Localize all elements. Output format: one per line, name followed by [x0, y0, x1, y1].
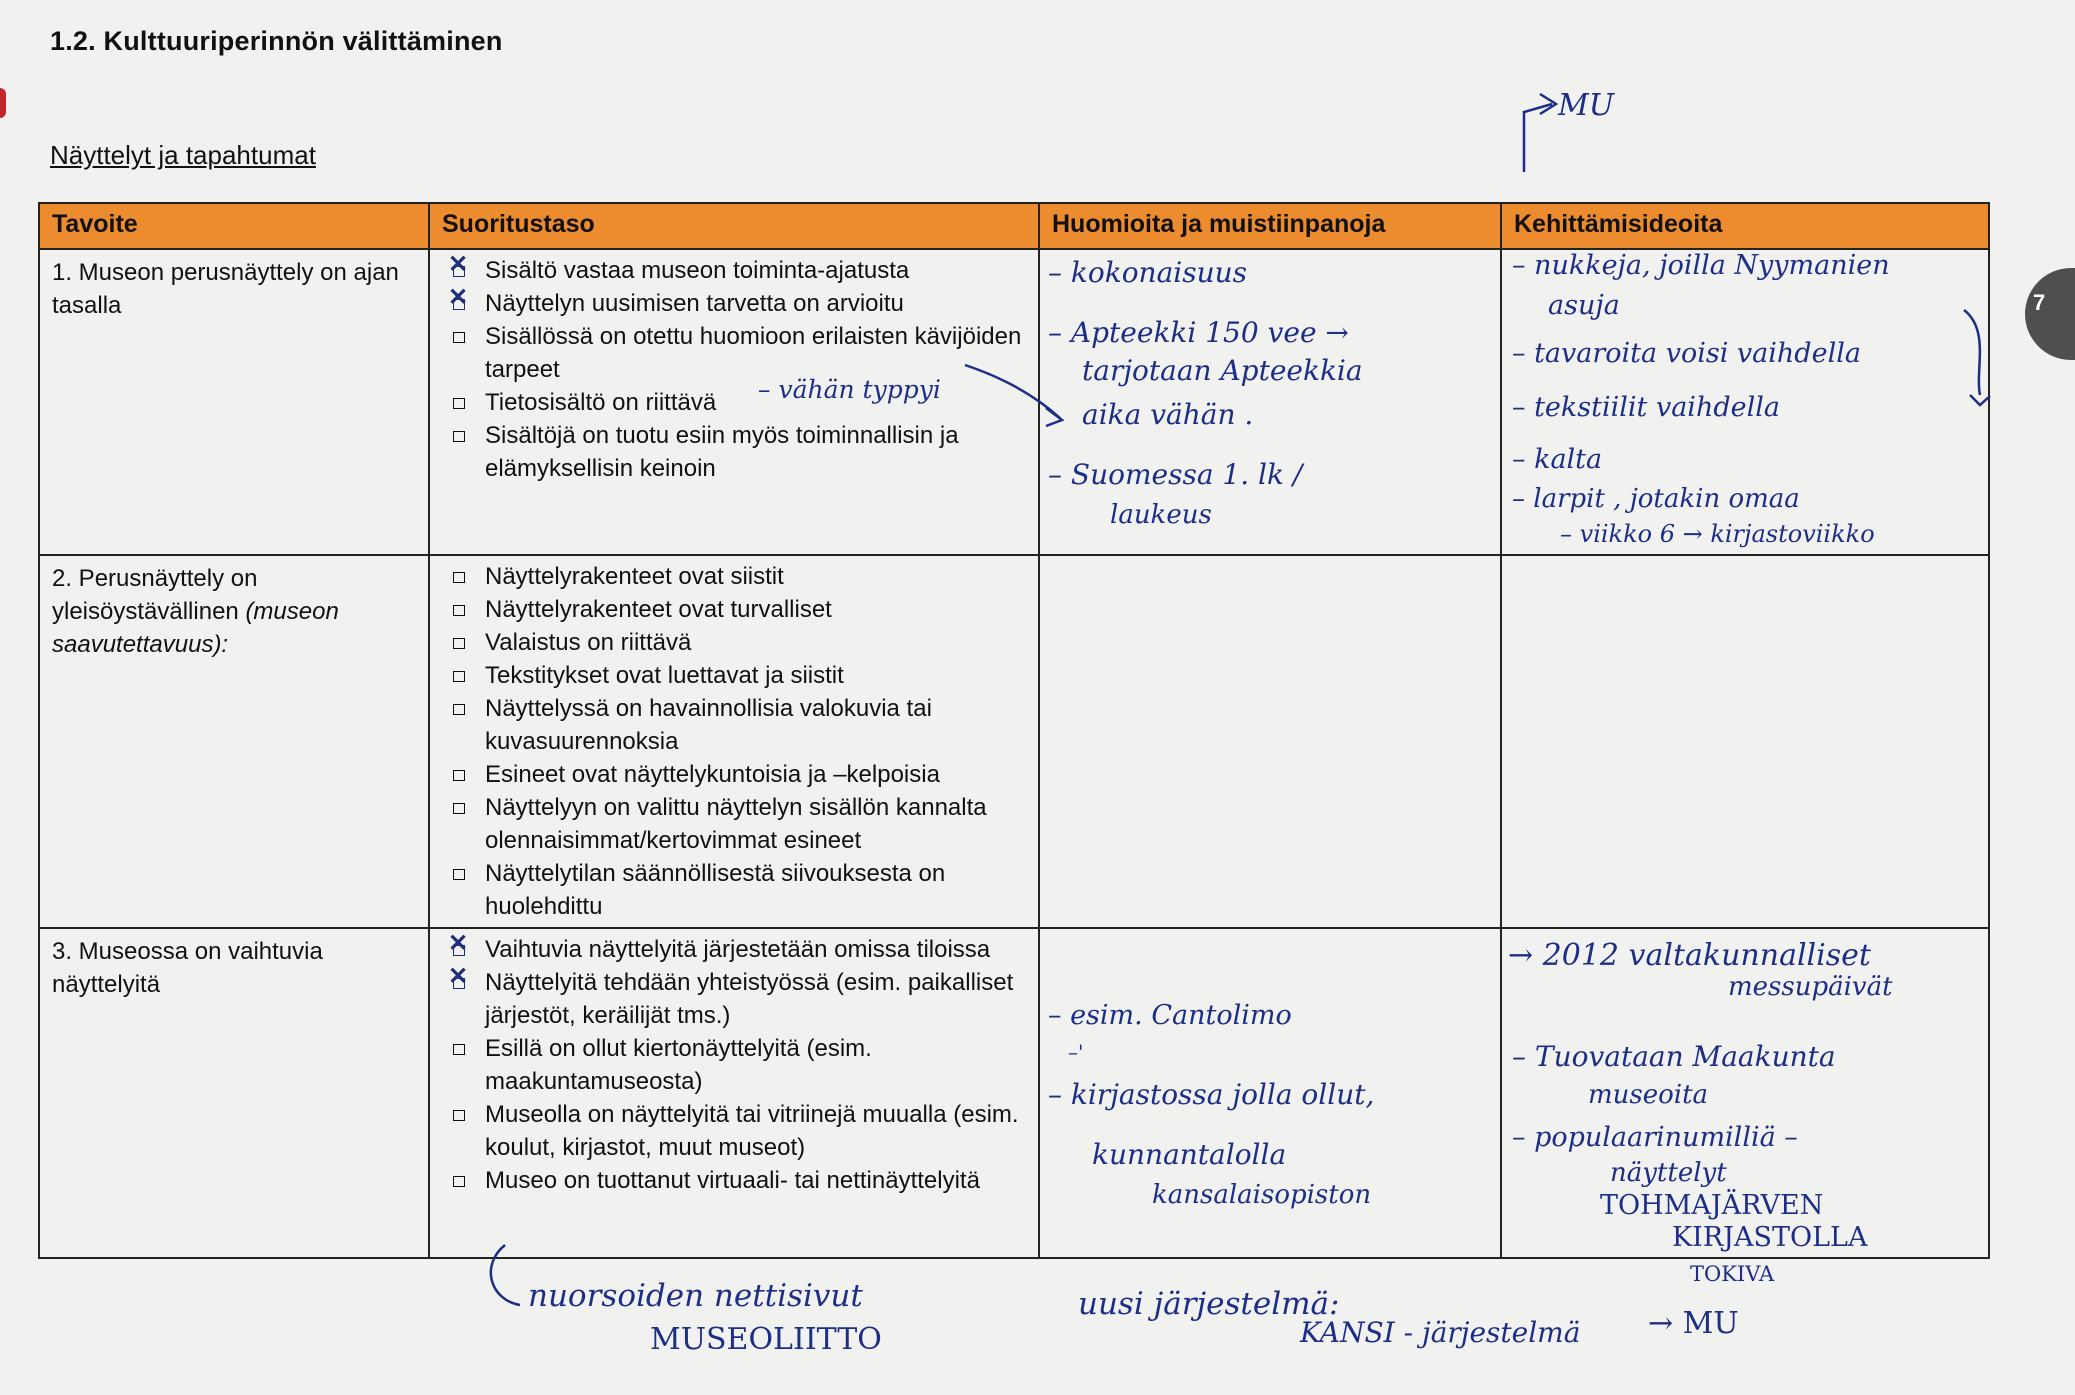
handwritten-ideas-row3-line9: TOKIVA [1690, 1262, 1775, 1286]
section-title: 1.2. Kulttuuriperinnön välittäminen [50, 26, 503, 56]
goal-note: (museon saavutettavuus): [52, 598, 339, 658]
goal-text: 2. Perusnäyttely on yleisöystävällinen [52, 565, 258, 625]
criterion-text: Näyttelyyn on valittu näyttelyn sisällön kannalta olennaisimmat/kertovimmat esineet [485, 794, 987, 854]
goal-text: 3. Museossa on vaihtuvia näyttelyitä [52, 938, 323, 998]
criterion-text: Tekstitykset ovat luettavat ja siistit [485, 662, 844, 689]
header-tavoite: Tavoite [39, 203, 429, 249]
criterion-text: Vaihtuvia näyttelyitä järjestetään omissa tiloissa [485, 936, 991, 963]
criterion-text: Näyttelyrakenteet ovat turvalliset [485, 596, 832, 623]
criterion-text: Näyttelyn uusimisen tarvetta on arvioitu [485, 290, 904, 317]
handwritten-bottom-line5: → MU [1648, 1306, 1739, 1341]
handwritten-notes-row3-line5: kansalaisopiston [1152, 1180, 1372, 1210]
handwritten-ideas-row3-line5: – populaarinumilliä – [1512, 1122, 1798, 1153]
criterion-text: Esillä on ollut kiertonäyttelyitä (esim. maakuntamuseosta) [485, 1035, 872, 1095]
handwritten-notes-row1-line4: aika vähän . [1082, 398, 1254, 431]
handwritten-ideas-row1-line1: – nukkeja, joilla Nyymanien [1512, 250, 1890, 281]
handwritten-notes-row1-line6: laukeus [1110, 500, 1212, 530]
criterion-text: Valaistus on riittävä [485, 629, 692, 656]
page-number: 7 [2033, 290, 2046, 315]
handwritten-ideas-row3-line3: – Tuovataan Maakunta [1512, 1040, 1836, 1073]
handwritten-notes-row3-line1: – esim. Cantolimo [1048, 1000, 1292, 1031]
header-huomioita: Huomioita ja muistiinpanoja [1039, 203, 1501, 249]
handwritten-bottom-line2: uusi järjestelmä: [1078, 1286, 1340, 1322]
criterion-text: Sisältö vastaa museon toiminta-ajatusta [485, 257, 910, 284]
header-suoritustaso: Suoritustaso [429, 203, 1039, 249]
handwritten-ideas-row3-line1: → 2012 valtakunnalliset [1508, 938, 1871, 973]
handwritten-bottom-line1: nuorsoiden nettisivut [528, 1278, 863, 1314]
handwritten-notes-row3-line3: – kirjastossa jolla ollut, [1048, 1078, 1375, 1111]
handwritten-ideas-row3-line6: näyttelyt [1610, 1158, 1727, 1188]
bottom-left-hook [491, 1245, 520, 1305]
handwritten-ideas-row1-line3: – tavaroita voisi vaihdella [1512, 338, 1861, 369]
subsection-title: Näyttelyt ja tapahtumat [50, 140, 316, 170]
top-right-arrow [1524, 94, 1556, 172]
criterion-text: Esineet ovat näyttelykuntoisia ja –kelpoisia [485, 761, 940, 788]
handwritten-notes-row1-line2: – Apteekki 150 vee → [1048, 316, 1349, 349]
handwritten-ideas-row1-line5: – kalta [1512, 444, 1603, 475]
handwritten-notes-row1-line1: – kokonaisuus [1048, 256, 1248, 289]
criterion-text: Näyttelyitä tehdään yhteistyössä (esim. paikalliset järjestöt, keräilijät tms.) [485, 969, 1014, 1029]
handwritten-ideas-row3-line8: KIRJASTOLLA [1672, 1222, 1868, 1253]
level-note-arrow [965, 365, 1062, 426]
handwritten-ideas-row1-line2: asuja [1548, 290, 1620, 321]
handwritten-notes-row1-line5: – Suomessa 1. lk / [1048, 458, 1303, 491]
criterion-text: Museo on tuottanut virtuaali- tai nettinäyttelyitä [485, 1167, 980, 1194]
handwritten-ideas-row3-line7: TOHMAJÄRVEN [1600, 1190, 1824, 1221]
handwritten-notes-row3-line4: kunnantalolla [1092, 1138, 1287, 1171]
criterion-text: Sisältöjä on tuotu esiin myös toiminnallisin ja elämyksellisin keinoin [485, 422, 959, 482]
handwritten-bottom-line4: KANSI - järjestelmä [1300, 1316, 1581, 1349]
header-kehittamisideoita: Kehittämisideoita [1501, 203, 1989, 249]
criterion-text: Näyttelyrakenteet ovat siistit [485, 563, 784, 590]
handwritten-bottom-line3: MUSEOLIITTO [650, 1322, 882, 1357]
handwritten-ideas-row1-line6: – larpit , jotakin omaa [1512, 484, 1800, 514]
handwritten-notes-row1-line3: tarjotaan Apteekkia [1082, 354, 1363, 387]
handwritten-ideas-row3-line4: museoita [1588, 1080, 1709, 1110]
handwritten-ideas-row3-line2: messupäivät [1728, 972, 1893, 1002]
criterion-text: Tietosisältö on riittävä [485, 389, 717, 416]
handwritten-notes-row3-line2: –' [1068, 1040, 1084, 1064]
criterion-text: Museolla on näyttelyitä tai vitriinejä muualla (esim. koulut, kirjastot, muut museot) [485, 1101, 1019, 1161]
goal-text: 1. Museon perusnäyttely on ajan tasalla [52, 259, 399, 319]
criterion-text: Näyttelytilan säännöllisestä siivouksesta on huolehdittu [485, 860, 946, 920]
handwritten-ideas-row1-line4: – tekstiilit vaihdella [1512, 392, 1780, 423]
criterion-text: Sisällössä on otettu huomioon erilaisten kävijöiden tarpeet [485, 323, 1022, 383]
handwritten-top-right: MU [1558, 88, 1615, 123]
handwritten-level-note: – vähän typpyi [758, 375, 941, 404]
criterion-text: Näyttelyssä on havainnollisia valokuvia tai kuvasuurennoksia [485, 695, 932, 755]
ideas-bracket-stroke [1964, 310, 1990, 405]
handwritten-ideas-row1-line7: – viikko 6 → kirjastoviikko [1560, 520, 1875, 548]
